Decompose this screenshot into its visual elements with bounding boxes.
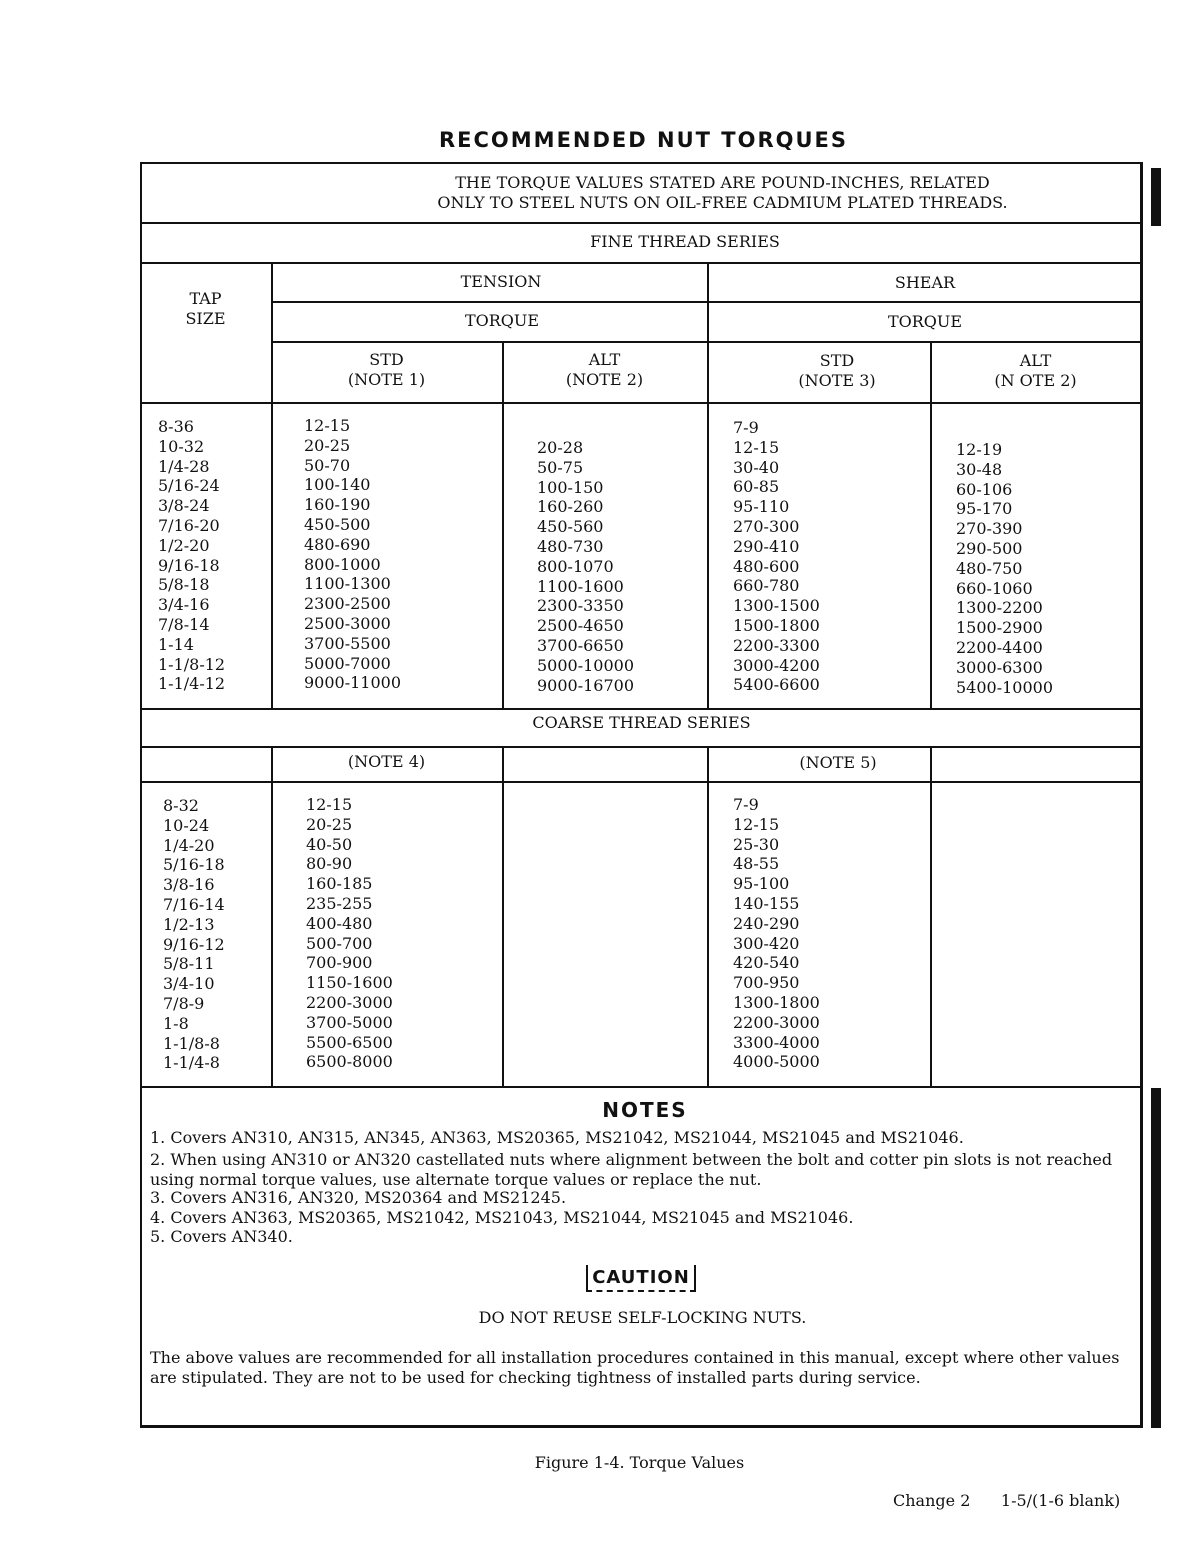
torque-value-cell: 1500-1800 [733, 615, 820, 635]
torque-value-cell: 480-750 [956, 558, 1023, 578]
torque-value-cell: 240-290 [733, 913, 800, 933]
tap-size-cell: 9/16-12 [163, 934, 225, 954]
torque-value-cell: 1100-1300 [304, 574, 391, 594]
tension-std-heading [271, 350, 502, 390]
rule-before-notes [140, 1086, 1141, 1088]
torque-value-cell: 100-150 [537, 477, 604, 497]
tap-size-cell: 7/8-9 [163, 993, 205, 1013]
torque-value-cell: 30-48 [956, 459, 1003, 479]
col-divider-4-fine [930, 341, 932, 708]
coarse-note4-heading: (NOTE 4) [347, 752, 426, 771]
header-note-line2: ONLY TO STEEL NUTS ON OIL-FREE CADMIUM PLATED THREADS. [437, 193, 1008, 212]
torque-value-cell: 5400-10000 [956, 677, 1054, 697]
torque-value-cell: 2500-3000 [304, 613, 391, 633]
torque-value-cell: 700-900 [306, 953, 373, 973]
page-footer: Change 2 1-5/(1-6 blank) [893, 1491, 1121, 1510]
torque-value-cell: 5400-6600 [733, 675, 820, 695]
coarse-shear-column [733, 795, 820, 1072]
torque-value-cell: 5000-7000 [304, 653, 391, 673]
header-note-line1: THE TORQUE VALUES STATED ARE POUND-INCHES, RELATED [455, 173, 990, 192]
rule-after-column-heads [140, 402, 1141, 404]
note1-label: (NOTE 1) [347, 370, 426, 389]
torque-value-cell: 1100-1600 [537, 576, 624, 596]
usage-paragraph: The above values are recommended for all installation procedures contained in this manual, except where other values are stipulated. They are not to be used for checking tightness of installed parts during service. [150, 1348, 1120, 1387]
page-title: RECOMMENDED NUT TORQUES [439, 128, 848, 152]
tap-size-cell: 1-8 [163, 1013, 189, 1033]
torque-value-cell: 800-1000 [304, 554, 381, 574]
torque-value-cell: 1300-1800 [733, 992, 820, 1012]
shear-std-heading [707, 351, 967, 391]
torque-value-cell: 660-780 [733, 576, 800, 596]
torque-value-cell: 300-420 [733, 933, 800, 953]
shear-torque-heading: TORQUE [887, 312, 963, 331]
tap-size-cell: 3/4-10 [163, 974, 215, 994]
torque-value-cell: 700-950 [733, 973, 800, 993]
caution-text: DO NOT REUSE SELF-LOCKING NUTS. [478, 1308, 807, 1327]
tap-size-cell: 7/16-20 [158, 515, 220, 535]
torque-value-cell: 480-690 [304, 534, 371, 554]
torque-value-cell: 290-500 [956, 538, 1023, 558]
torque-value-cell: 40-50 [306, 834, 353, 854]
col-divider-1-coarse [271, 746, 273, 1086]
tap-size-cell: 1/2-20 [158, 535, 210, 555]
torque-value-cell: 3700-6650 [537, 635, 624, 655]
rule-after-tension-shear [271, 301, 1141, 303]
torque-value-cell: 48-55 [733, 854, 780, 874]
rule-after-torque [271, 341, 1141, 343]
tension-torque-heading: TORQUE [464, 311, 540, 330]
alt-label: ALT [1019, 351, 1052, 370]
tap-size-cell: 1-1/4-12 [158, 674, 226, 694]
tap-size-cell: 9/16-18 [158, 555, 220, 575]
note2-label: (NOTE 2) [565, 370, 644, 389]
col-divider-2-coarse [502, 746, 504, 1086]
notes-heading: NOTES [602, 1098, 688, 1122]
tap-size-cell: 1-1/4-8 [163, 1053, 220, 1073]
tap-size-cell: 5/8-18 [158, 575, 210, 595]
torque-value-cell: 9000-11000 [304, 673, 402, 693]
torque-value-cell: 50-70 [304, 455, 351, 475]
torque-value-cell: 20-25 [304, 435, 351, 455]
torque-value-cell: 6500-8000 [306, 1052, 393, 1072]
tap-size-cell: 10-24 [163, 815, 210, 835]
torque-value-cell: 2200-4400 [956, 637, 1043, 657]
header-note [140, 173, 1200, 213]
torque-value-cell: 100-140 [304, 475, 371, 495]
alt-label: ALT [588, 350, 621, 369]
tap-size-heading-line2: SIZE [185, 309, 226, 328]
tap-size-cell: 5/16-24 [158, 476, 220, 496]
tap-size-cell: 10-32 [158, 436, 205, 456]
torque-value-cell: 3700-5500 [304, 633, 391, 653]
std-label: STD [369, 350, 404, 369]
note2-label: (N OTE 2) [994, 371, 1077, 390]
tap-size-cell: 1-14 [158, 634, 194, 654]
torque-value-cell: 9000-16700 [537, 675, 635, 695]
note-5: 5. Covers AN340. [150, 1227, 293, 1246]
torque-value-cell: 50-75 [537, 457, 584, 477]
torque-value-cell: 5000-10000 [537, 655, 635, 675]
fine-tension-alt-column [537, 438, 634, 695]
torque-value-cell: 3300-4000 [733, 1032, 820, 1052]
coarse-tap-size-column [163, 796, 225, 1073]
shear-heading: SHEAR [894, 273, 956, 292]
torque-value-cell: 660-1060 [956, 578, 1033, 598]
torque-value-cell: 12-15 [306, 795, 353, 814]
torque-value-cell: 160-190 [304, 495, 371, 515]
tap-size-heading-line1: TAP [189, 289, 222, 308]
tension-heading: TENSION [460, 272, 542, 291]
tap-size-cell: 8-32 [163, 796, 199, 815]
torque-value-cell: 60-106 [956, 479, 1013, 499]
note-2: 2. When using AN310 or AN320 castellated nuts where alignment between the bolt and cotter pin slots is not reached using normal torque values, use alternate torque values or replace the nut. [150, 1150, 1113, 1189]
tension-alt-heading [502, 350, 707, 390]
tap-size-cell: 8-36 [158, 417, 194, 436]
torque-value-cell: 480-730 [537, 536, 604, 556]
std-label: STD [819, 351, 855, 370]
torque-value-cell: 3000-6300 [956, 657, 1043, 677]
rule-after-coarse-notes [140, 781, 1141, 783]
torque-value-cell: 450-500 [304, 514, 371, 534]
torque-value-cell: 7-9 [733, 795, 759, 814]
torque-value-cell: 420-540 [733, 953, 800, 973]
coarse-note5-heading: (NOTE 5) [799, 753, 877, 772]
torque-value-cell: 290-410 [733, 536, 800, 556]
torque-value-cell: 480-600 [733, 556, 800, 576]
figure-caption: Figure 1-4. Torque Values [534, 1453, 745, 1472]
torque-value-cell: 160-260 [537, 497, 604, 517]
rule-after-header-note [140, 222, 1141, 224]
torque-value-cell: 3000-4200 [733, 655, 820, 675]
fine-tension-std-column [304, 416, 401, 693]
rule-after-coarse-label [140, 746, 1141, 748]
torque-value-cell: 7-9 [733, 418, 759, 437]
torque-value-cell: 2200-3000 [306, 992, 393, 1012]
torque-value-cell: 450-560 [537, 517, 604, 537]
rule-before-coarse-label [140, 708, 1141, 710]
note-4: 4. Covers AN363, MS20365, MS21042, MS21043, MS21044, MS21045 and MS21046. [150, 1208, 854, 1227]
col-divider-4-coarse [930, 746, 932, 1086]
torque-value-cell: 12-19 [956, 440, 1003, 459]
tap-size-cell: 7/8-14 [158, 614, 210, 634]
tap-size-cell: 1/4-28 [158, 456, 210, 476]
col-divider-2-fine [502, 341, 504, 708]
fine-shear-std-column [733, 418, 820, 695]
tap-size-cell: 3/8-24 [158, 496, 210, 516]
torque-value-cell: 20-28 [537, 438, 584, 457]
torque-value-cell: 160-185 [306, 874, 373, 894]
torque-value-cell: 95-100 [733, 874, 790, 894]
torque-value-cell: 400-480 [306, 913, 373, 933]
torque-value-cell: 140-155 [733, 893, 800, 913]
change-bar-bottom [1151, 1088, 1161, 1428]
torque-value-cell: 3700-5000 [306, 1012, 393, 1032]
coarse-series-label: COARSE THREAD SERIES [532, 713, 751, 732]
torque-value-cell: 2300-3350 [537, 596, 624, 616]
torque-value-cell: 80-90 [306, 854, 353, 874]
coarse-tension-column [306, 795, 393, 1072]
shear-alt-heading [930, 351, 1141, 391]
note3-label: (NOTE 3) [798, 371, 876, 390]
torque-value-cell: 12-15 [733, 814, 780, 834]
torque-value-cell: 20-25 [306, 814, 353, 834]
fine-tap-size-column [158, 417, 225, 694]
fine-series-label: FINE THREAD SERIES [590, 232, 780, 251]
tap-size-cell: 1/2-13 [163, 914, 215, 934]
tap-size-cell: 5/8-11 [163, 954, 215, 974]
torque-value-cell: 60-85 [733, 477, 780, 497]
torque-value-cell: 95-170 [956, 499, 1013, 519]
torque-value-cell: 4000-5000 [733, 1052, 820, 1072]
torque-value-cell: 1150-1600 [306, 973, 393, 993]
tap-size-cell: 1-1/8-8 [163, 1033, 220, 1053]
torque-value-cell: 2300-2500 [304, 594, 391, 614]
torque-value-cell: 1300-2200 [956, 598, 1043, 618]
torque-value-cell: 95-110 [733, 497, 790, 517]
torque-value-cell: 270-300 [733, 516, 800, 536]
torque-value-cell: 270-390 [956, 519, 1023, 539]
torque-value-cell: 5500-6500 [306, 1032, 393, 1052]
torque-value-cell: 800-1070 [537, 556, 614, 576]
note-1: 1. Covers AN310, AN315, AN345, AN363, MS20365, MS21042, MS21044, MS21045 and MS21046. [150, 1128, 964, 1147]
torque-value-cell: 25-30 [733, 834, 780, 854]
torque-value-cell: 12-15 [733, 437, 780, 457]
tap-size-cell: 1/4-20 [163, 835, 215, 855]
tap-size-cell: 5/16-18 [163, 855, 225, 875]
col-divider-3-coarse [707, 746, 709, 1086]
tap-size-cell: 3/8-16 [163, 875, 215, 895]
tap-size-cell: 1-1/8-12 [158, 654, 226, 674]
torque-value-cell: 30-40 [733, 457, 780, 477]
torque-value-cell: 2500-4650 [537, 616, 624, 636]
torque-value-cell: 500-700 [306, 933, 373, 953]
torque-value-cell: 2200-3300 [733, 635, 820, 655]
fine-shear-alt-column [956, 440, 1053, 697]
tap-size-cell: 3/4-16 [158, 595, 210, 615]
torque-value-cell: 12-15 [304, 416, 351, 435]
tap-size-heading [140, 289, 271, 329]
note-3: 3. Covers AN316, AN320, MS20364 and MS21245. [150, 1188, 567, 1207]
caution-label: CAUTION [586, 1265, 696, 1292]
torque-value-cell: 2200-3000 [733, 1012, 820, 1032]
tap-size-cell: 7/16-14 [163, 894, 225, 914]
torque-value-cell: 1500-2900 [956, 618, 1043, 638]
rule-after-fine-label [140, 262, 1141, 264]
torque-value-cell: 1300-1500 [733, 596, 820, 616]
torque-value-cell: 235-255 [306, 893, 373, 913]
